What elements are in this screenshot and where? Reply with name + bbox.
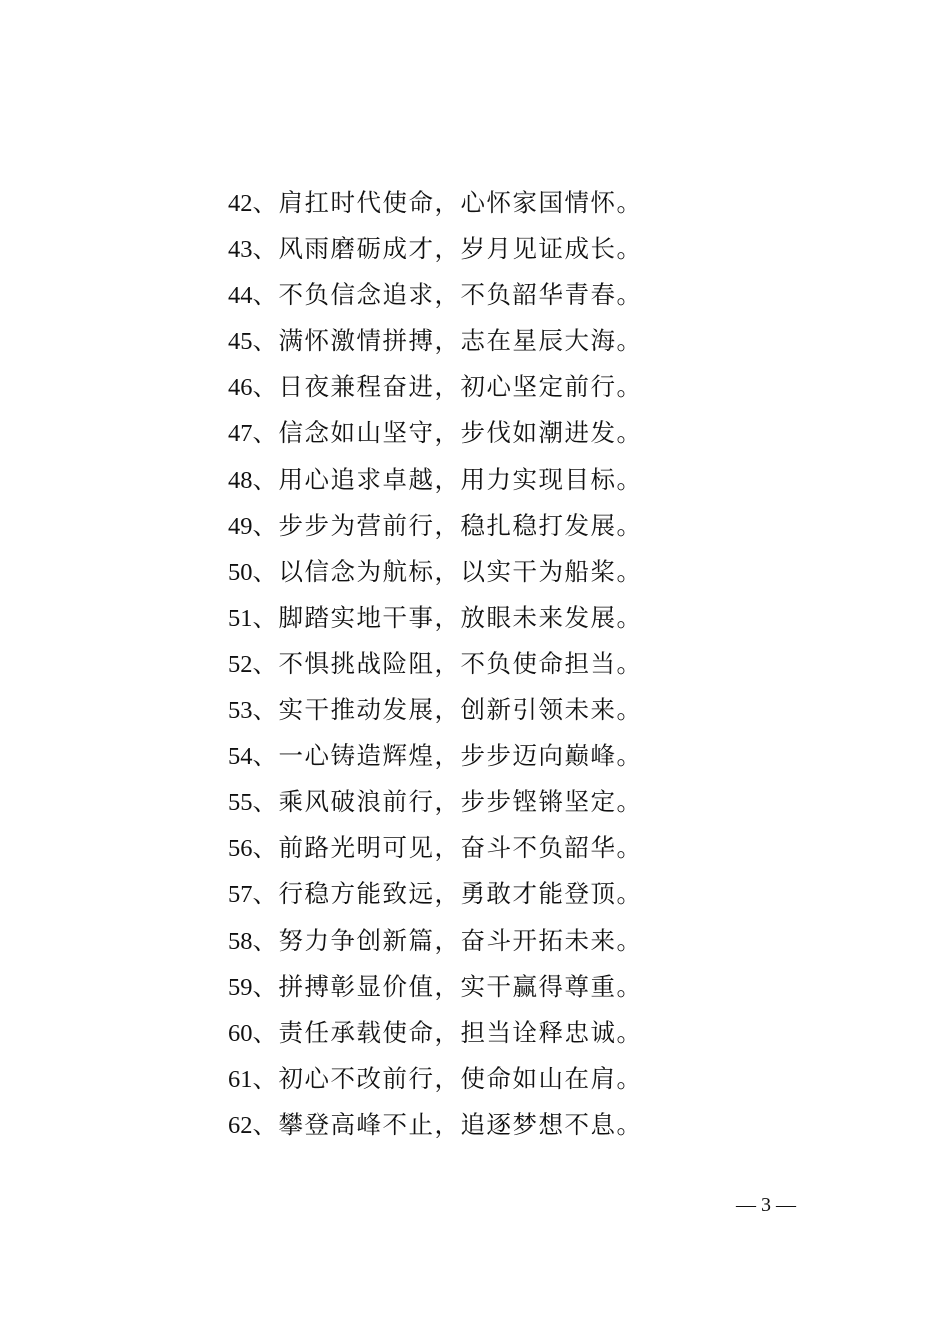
slogan-text: 、满怀激情拼搏，志在星辰大海。 <box>252 326 643 356</box>
slogan-line <box>228 595 643 641</box>
slogan-line <box>228 1010 643 1056</box>
slogan-line <box>228 1056 643 1102</box>
slogan-line <box>228 180 643 226</box>
slogan-text: 、责任承载使命，担当诠释忠诚。 <box>252 1017 643 1047</box>
slogan-text: 、步步为营前行，稳扎稳打发展。 <box>252 510 643 540</box>
slogan-number: 48 <box>228 466 253 494</box>
slogan-line <box>228 410 643 456</box>
slogan-text: 、风雨磨砺成才，岁月见证成长。 <box>252 234 643 264</box>
slogan-text: 、行稳方能致远，勇敢才能登顶。 <box>252 879 643 909</box>
slogan-text: 、初心不改前行，使命如山在肩。 <box>252 1063 643 1093</box>
slogan-text: 、前路光明可见，奋斗不负韶华。 <box>252 833 643 863</box>
slogan-number: 53 <box>228 697 253 725</box>
slogan-line <box>228 503 643 549</box>
slogan-line <box>228 779 643 825</box>
slogan-number: 62 <box>228 1111 253 1139</box>
slogan-line <box>228 871 643 917</box>
slogan-line <box>228 549 643 595</box>
slogan-text: 、信念如山坚守，步伐如潮进发。 <box>252 418 643 448</box>
slogan-text: 、一心铸造辉煌，步步迈向巅峰。 <box>252 741 643 771</box>
slogan-text: 、乘风破浪前行，步步铿锵坚定。 <box>252 787 643 817</box>
slogan-line <box>228 825 643 871</box>
slogan-number: 44 <box>228 282 253 310</box>
slogan-line <box>228 918 643 964</box>
slogan-number: 45 <box>228 328 253 356</box>
slogan-number: 52 <box>228 650 253 678</box>
slogan-number: 59 <box>228 973 253 1001</box>
slogan-text: 、不惧挑战险阻，不负使命担当。 <box>252 648 643 678</box>
slogan-number: 56 <box>228 835 253 863</box>
slogan-line <box>228 1102 643 1148</box>
slogan-number: 54 <box>228 743 253 771</box>
slogan-line <box>228 641 643 687</box>
slogan-text: 、用心追求卓越，用力实现目标。 <box>252 464 643 494</box>
page-number: — 3 — <box>736 1194 796 1216</box>
slogan-line <box>228 687 643 733</box>
slogan-line <box>228 964 643 1010</box>
slogan-text: 、不负信念追求，不负韶华青春。 <box>252 280 643 310</box>
slogan-list <box>228 180 643 1148</box>
slogan-number: 42 <box>228 190 253 217</box>
slogan-line <box>228 364 643 410</box>
slogan-line <box>228 457 643 503</box>
slogan-line <box>228 226 643 272</box>
slogan-line <box>228 272 643 318</box>
slogan-text: 、拼搏彰显价值，实干赢得尊重。 <box>252 971 643 1001</box>
slogan-number: 46 <box>228 374 253 402</box>
slogan-text: 、肩扛时代使命，心怀家国情怀。 <box>252 188 643 217</box>
slogan-text: 、以信念为航标，以实干为船桨。 <box>252 556 643 586</box>
slogan-number: 51 <box>228 604 253 632</box>
slogan-number: 55 <box>228 789 253 817</box>
slogan-text: 、日夜兼程奋进，初心坚定前行。 <box>252 372 643 402</box>
slogan-number: 61 <box>228 1065 253 1093</box>
slogan-number: 43 <box>228 236 253 264</box>
slogan-number: 47 <box>228 420 253 448</box>
slogan-text: 、脚踏实地干事，放眼未来发展。 <box>252 602 643 632</box>
slogan-text: 、努力争创新篇，奋斗开拓未来。 <box>252 925 643 955</box>
slogan-line <box>228 318 643 364</box>
slogan-line <box>228 733 643 779</box>
slogan-number: 58 <box>228 927 253 955</box>
slogan-text: 、实干推动发展，创新引领未来。 <box>252 695 643 725</box>
slogan-number: 57 <box>228 881 253 909</box>
slogan-number: 60 <box>228 1019 253 1047</box>
slogan-number: 50 <box>228 558 253 586</box>
slogan-number: 49 <box>228 512 253 540</box>
slogan-text: 、攀登高峰不止，追逐梦想不息。 <box>252 1109 643 1139</box>
